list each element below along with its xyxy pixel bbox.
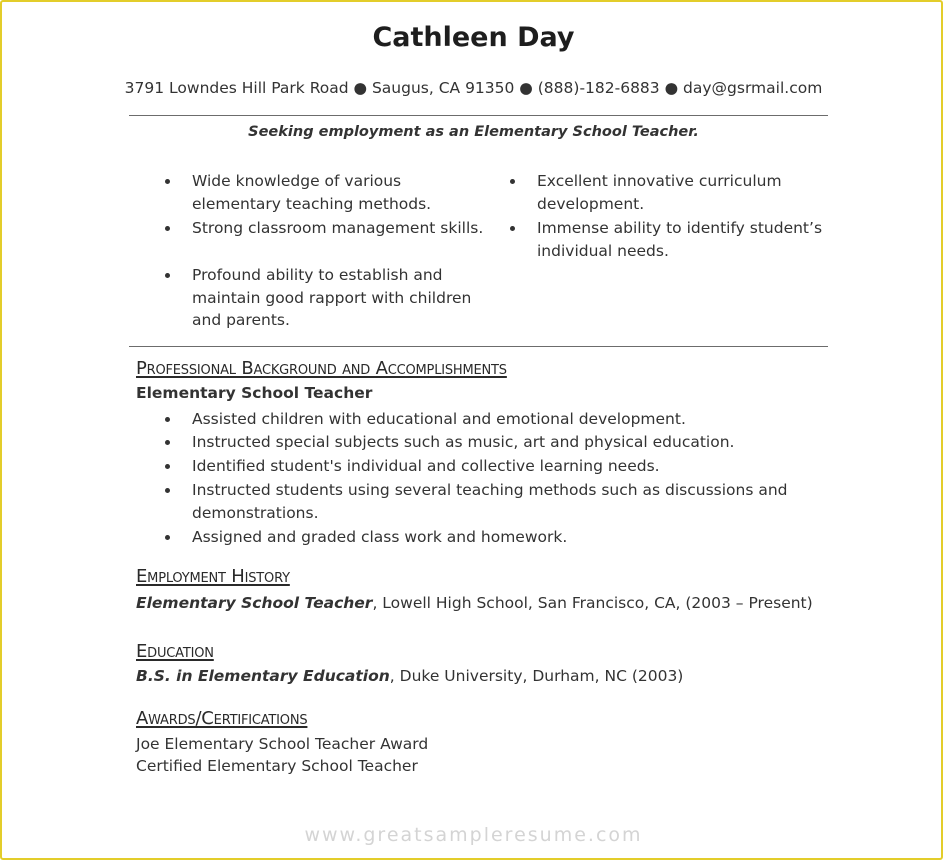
accomplishment-item: Identified student's individual and collective learning needs. bbox=[192, 455, 660, 478]
skill-item: Strong classroom management skills. bbox=[192, 217, 483, 240]
section-heading-awards: Awards/Certifications bbox=[136, 708, 308, 729]
bullet-icon bbox=[165, 488, 170, 493]
accomplishment-item: Assigned and graded class work and homework. bbox=[192, 526, 567, 549]
bullet-icon bbox=[165, 440, 170, 445]
award-item: Certified Elementary School Teacher bbox=[136, 757, 418, 775]
divider-middle bbox=[129, 346, 828, 347]
candidate-name: Cathleen Day bbox=[372, 22, 575, 53]
objective: Seeking employment as an Elementary School Teacher. bbox=[248, 124, 699, 140]
accomplishment-item: Instructed special subjects such as music, art and physical education. bbox=[192, 431, 734, 454]
award-item: Joe Elementary School Teacher Award bbox=[136, 735, 429, 753]
bullet-icon bbox=[165, 464, 170, 469]
section-heading-professional: Professional Background and Accomplishments bbox=[136, 358, 507, 379]
divider-top bbox=[129, 115, 828, 116]
education-entry: B.S. in Elementary Education, Duke University, Durham, NC (2003) bbox=[136, 667, 684, 685]
accomplishment-item: Assisted children with educational and emotional development. bbox=[192, 408, 686, 431]
watermark: www.greatsampleresume.com bbox=[304, 824, 643, 846]
bullet-icon bbox=[165, 179, 170, 184]
job-title: Elementary School Teacher bbox=[136, 384, 373, 402]
contact-line: 3791 Lowndes Hill Park Road ● Saugus, CA 91350 ● (888)-182-6883 ● day@gsrmail.com bbox=[124, 79, 823, 97]
skill-item: Immense ability to identify student’s individual needs. bbox=[537, 217, 822, 262]
section-heading-employment: Employment History bbox=[136, 566, 290, 587]
bullet-icon bbox=[510, 179, 515, 184]
skill-item: Excellent innovative curriculum development. bbox=[537, 170, 782, 215]
accomplishment-item: Instructed students using several teaching methods such as discussions and demonstrations. bbox=[192, 479, 788, 524]
section-heading-education: Education bbox=[136, 641, 214, 662]
bullet-icon bbox=[165, 273, 170, 278]
skill-item: Profound ability to establish and maintain good rapport with children and parents. bbox=[192, 264, 471, 332]
employment-entry: Elementary School Teacher, Lowell High School, San Francisco, CA, (2003 – Present) bbox=[136, 594, 813, 612]
skill-item: Wide knowledge of various elementary teaching methods. bbox=[192, 170, 431, 215]
bullet-icon bbox=[165, 226, 170, 231]
bullet-icon bbox=[165, 417, 170, 422]
bullet-icon bbox=[165, 535, 170, 540]
bullet-icon bbox=[510, 226, 515, 231]
